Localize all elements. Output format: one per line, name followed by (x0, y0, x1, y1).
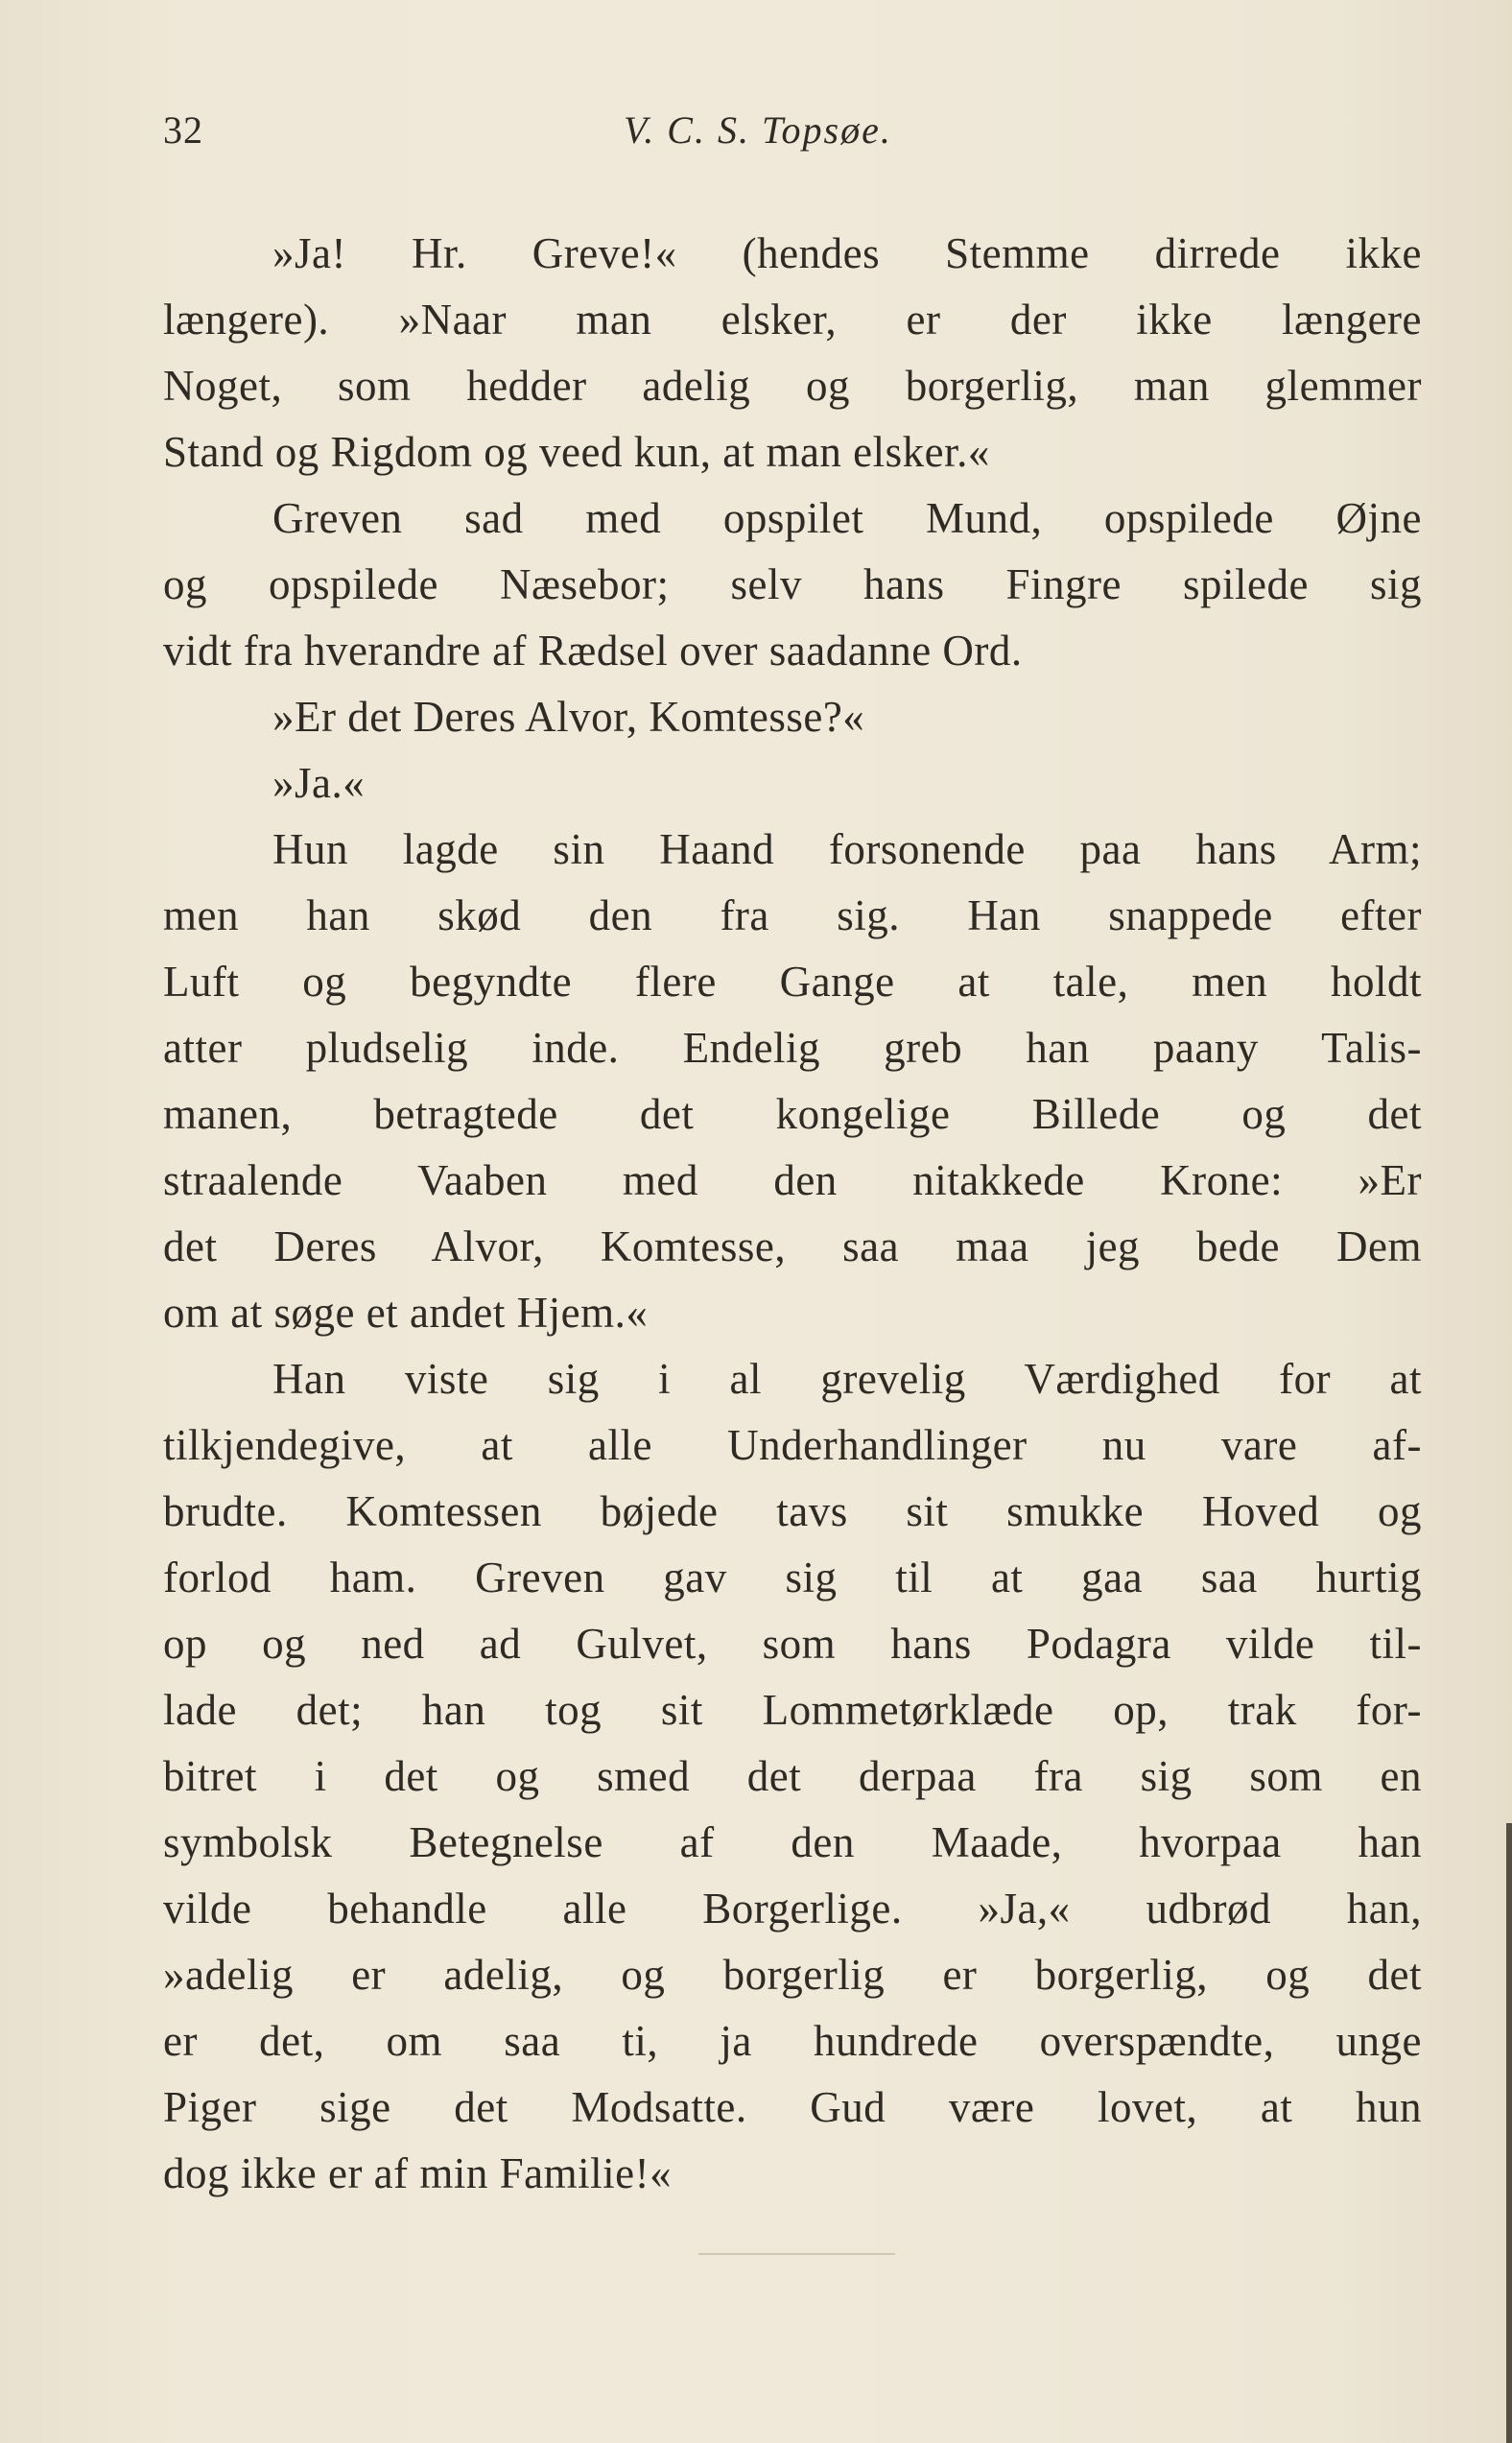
text-line: vidt fra hverandre af Rædsel over saadanne Ord. (163, 627, 1023, 675)
page-edge-shadow (1506, 1823, 1512, 2443)
text-line: Greven sad med opspilet Mund, opspilede Øjne (272, 494, 1422, 542)
text-line: Stand og Rigdom og veed kun, at man elsker.« (163, 428, 990, 476)
text-line: »adelig er adelig, og borgerlig er borgerlig, og det (163, 1951, 1422, 1999)
text-line: bitret i det og smed det derpaa fra sig som en (163, 1752, 1422, 1800)
text-line: tilkjendegive, at alle Underhandlinger nu vare af- (163, 1421, 1422, 1469)
text-line: Han viste sig i al grevelig Værdighed for at (272, 1355, 1422, 1403)
running-head: V. C. S. Topsøe. (624, 108, 892, 152)
text-line: forlod ham. Greven gav sig til at gaa saa hurtig (163, 1554, 1422, 1601)
section-rule (698, 2253, 895, 2255)
text-line: Hun lagde sin Haand forsonende paa hans Arm; (272, 825, 1422, 873)
body-text (163, 221, 1422, 2207)
text-line: »Er det Deres Alvor, Komtesse?« (272, 693, 865, 741)
text-line: vilde behandle alle Borgerlige. »Ja,« udbrød han, (163, 1885, 1422, 1933)
text-line: symbolsk Betegnelse af den Maade, hvorpaa han (163, 1818, 1422, 1866)
text-line: atter pludselig inde. Endelig greb han paany Talis- (163, 1024, 1422, 1072)
page-header (163, 107, 1420, 165)
text-line: Noget, som hedder adelig og borgerlig, man glemmer (163, 362, 1422, 410)
text-line: om at søge et andet Hjem.« (163, 1289, 649, 1337)
text-line: op og ned ad Gulvet, som hans Podagra vilde til- (163, 1620, 1422, 1668)
text-line: dog ikke er af min Familie!« (163, 2149, 673, 2197)
text-line: »Ja.« (272, 759, 366, 807)
text-line: længere). »Naar man elsker, er der ikke længere (163, 296, 1422, 344)
text-line: og opspilede Næsebor; selv hans Fingre spilede sig (163, 560, 1422, 608)
text-line: manen, betragtede det kongelige Billede og det (163, 1090, 1422, 1138)
text-line: »Ja! Hr. Greve!« (hendes Stemme dirrede ikke (272, 229, 1422, 277)
text-line: er det, om saa ti, ja hundrede overspændte, unge (163, 2017, 1422, 2065)
page-number: 32 (163, 108, 203, 152)
text-line: straalende Vaaben med den nitakkede Krone: »Er (163, 1156, 1422, 1204)
text-line: Luft og begyndte flere Gange at tale, men holdt (163, 958, 1422, 1006)
text-line: lade det; han tog sit Lommetørklæde op, trak for- (163, 1686, 1422, 1734)
text-line: men han skød den fra sig. Han snappede efter (163, 891, 1422, 939)
text-line: brudte. Komtessen bøjede tavs sit smukke Hoved og (163, 1487, 1422, 1535)
text-line: det Deres Alvor, Komtesse, saa maa jeg bede Dem (163, 1222, 1422, 1270)
text-line: Piger sige det Modsatte. Gud være lovet, at hun (163, 2083, 1422, 2131)
